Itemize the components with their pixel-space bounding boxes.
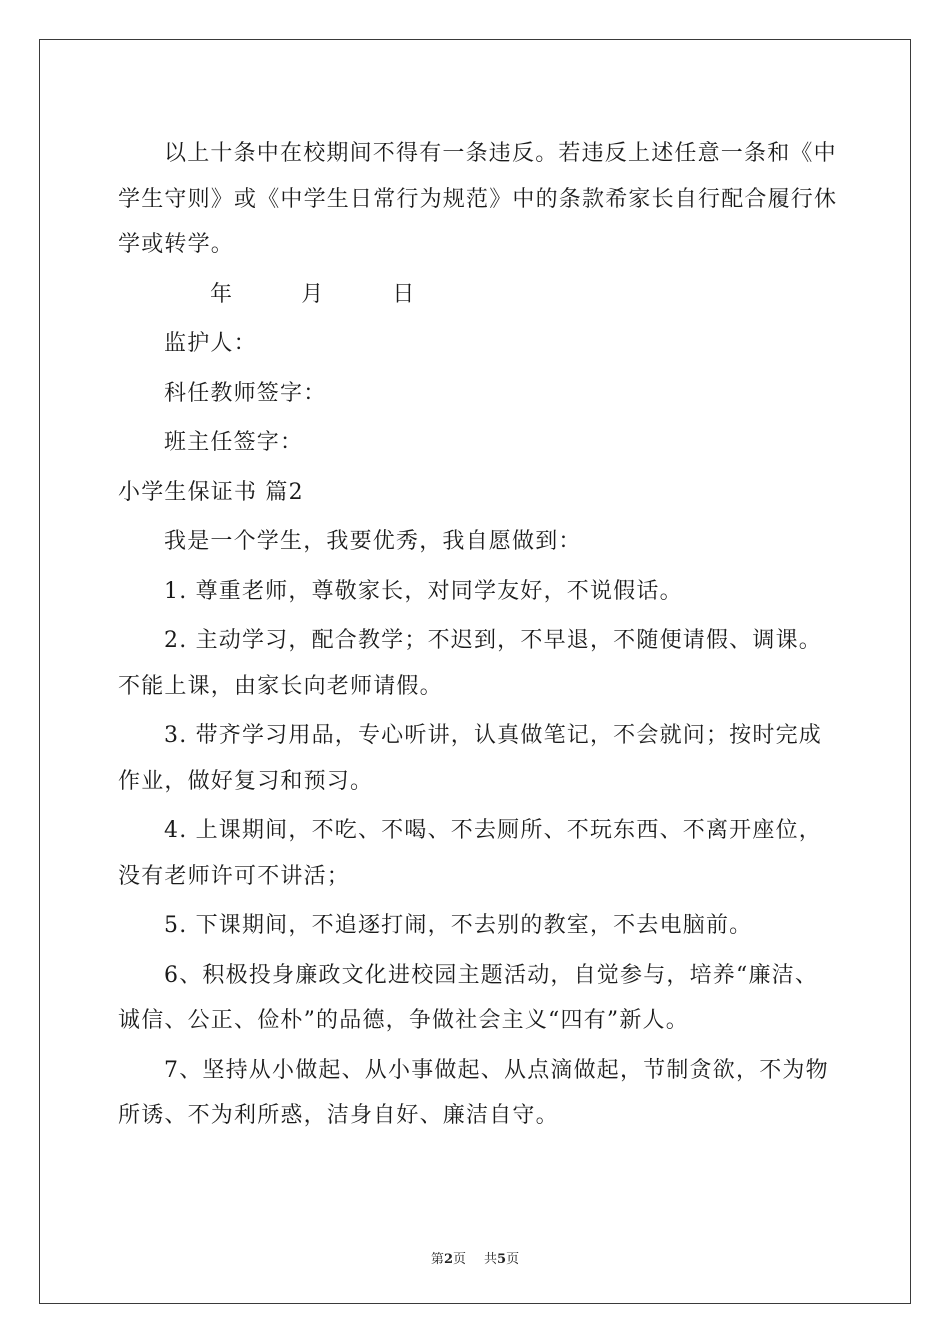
total-prefix: 共: [484, 1252, 498, 1267]
conclusion-paragraph: 以上十条中在校期间不得有一条违反。若违反上述任意一条和《中学生守则》或《中学生日常行为规范》中的条款希家长自行配合履行休学或转学。: [118, 141, 838, 257]
list-item: 4. 上课期间，不吃、不喝、不去厕所、不玩东西、不离开座位，没有老师许可不讲活；: [118, 818, 822, 889]
list-item: 2. 主动学习，配合教学；不迟到，不早退，不随便请假、调课。不能上课，由家长向老师请假。: [118, 628, 822, 699]
list-item: 5. 下课期间，不追逐打闹，不去别的教室，不去电脑前。: [164, 913, 753, 938]
date-year: 年: [210, 281, 234, 307]
page-footer: [0, 1248, 950, 1267]
guardian-signature-line: 监护人：: [164, 331, 257, 356]
page-suffix: 页: [452, 1252, 466, 1267]
list-item: 3. 带齐学习用品，专心听讲，认真做笔记，不会就问；按时完成作业，做好复习和预习。: [118, 723, 822, 794]
date-month: 月: [301, 281, 325, 307]
date-line: [118, 272, 838, 318]
list-item: 7、坚持从小做起、从小事做起、从点滴做起，节制贪欲，不为物所诱、不为利所惑，洁身自好、廉洁自守。: [118, 1057, 829, 1128]
teacher-signature-line: 科任教师签字：: [164, 380, 327, 406]
page-current: 2: [443, 1252, 453, 1267]
page-total: 5: [497, 1252, 507, 1267]
head-teacher-signature-line: 班主任签字：: [164, 430, 304, 455]
page-prefix: 第: [430, 1252, 444, 1267]
document-body: [118, 131, 838, 1143]
total-suffix: 页: [506, 1252, 520, 1267]
intro-paragraph: 我是一个学生，我要优秀，我自愿做到：: [164, 529, 582, 554]
section-title: 小学生保证书 篇2: [118, 479, 304, 505]
date-day: 日: [392, 281, 416, 307]
list-item: 6、积极投身廉政文化进校园主题活动，自觉参与，培养“廉洁、诚信、公正、俭朴”的品德，争做社会主义“四有”新人。: [118, 962, 819, 1033]
list-item: 1. 尊重老师，尊敬家长，对同学友好，不说假话。: [164, 578, 683, 604]
